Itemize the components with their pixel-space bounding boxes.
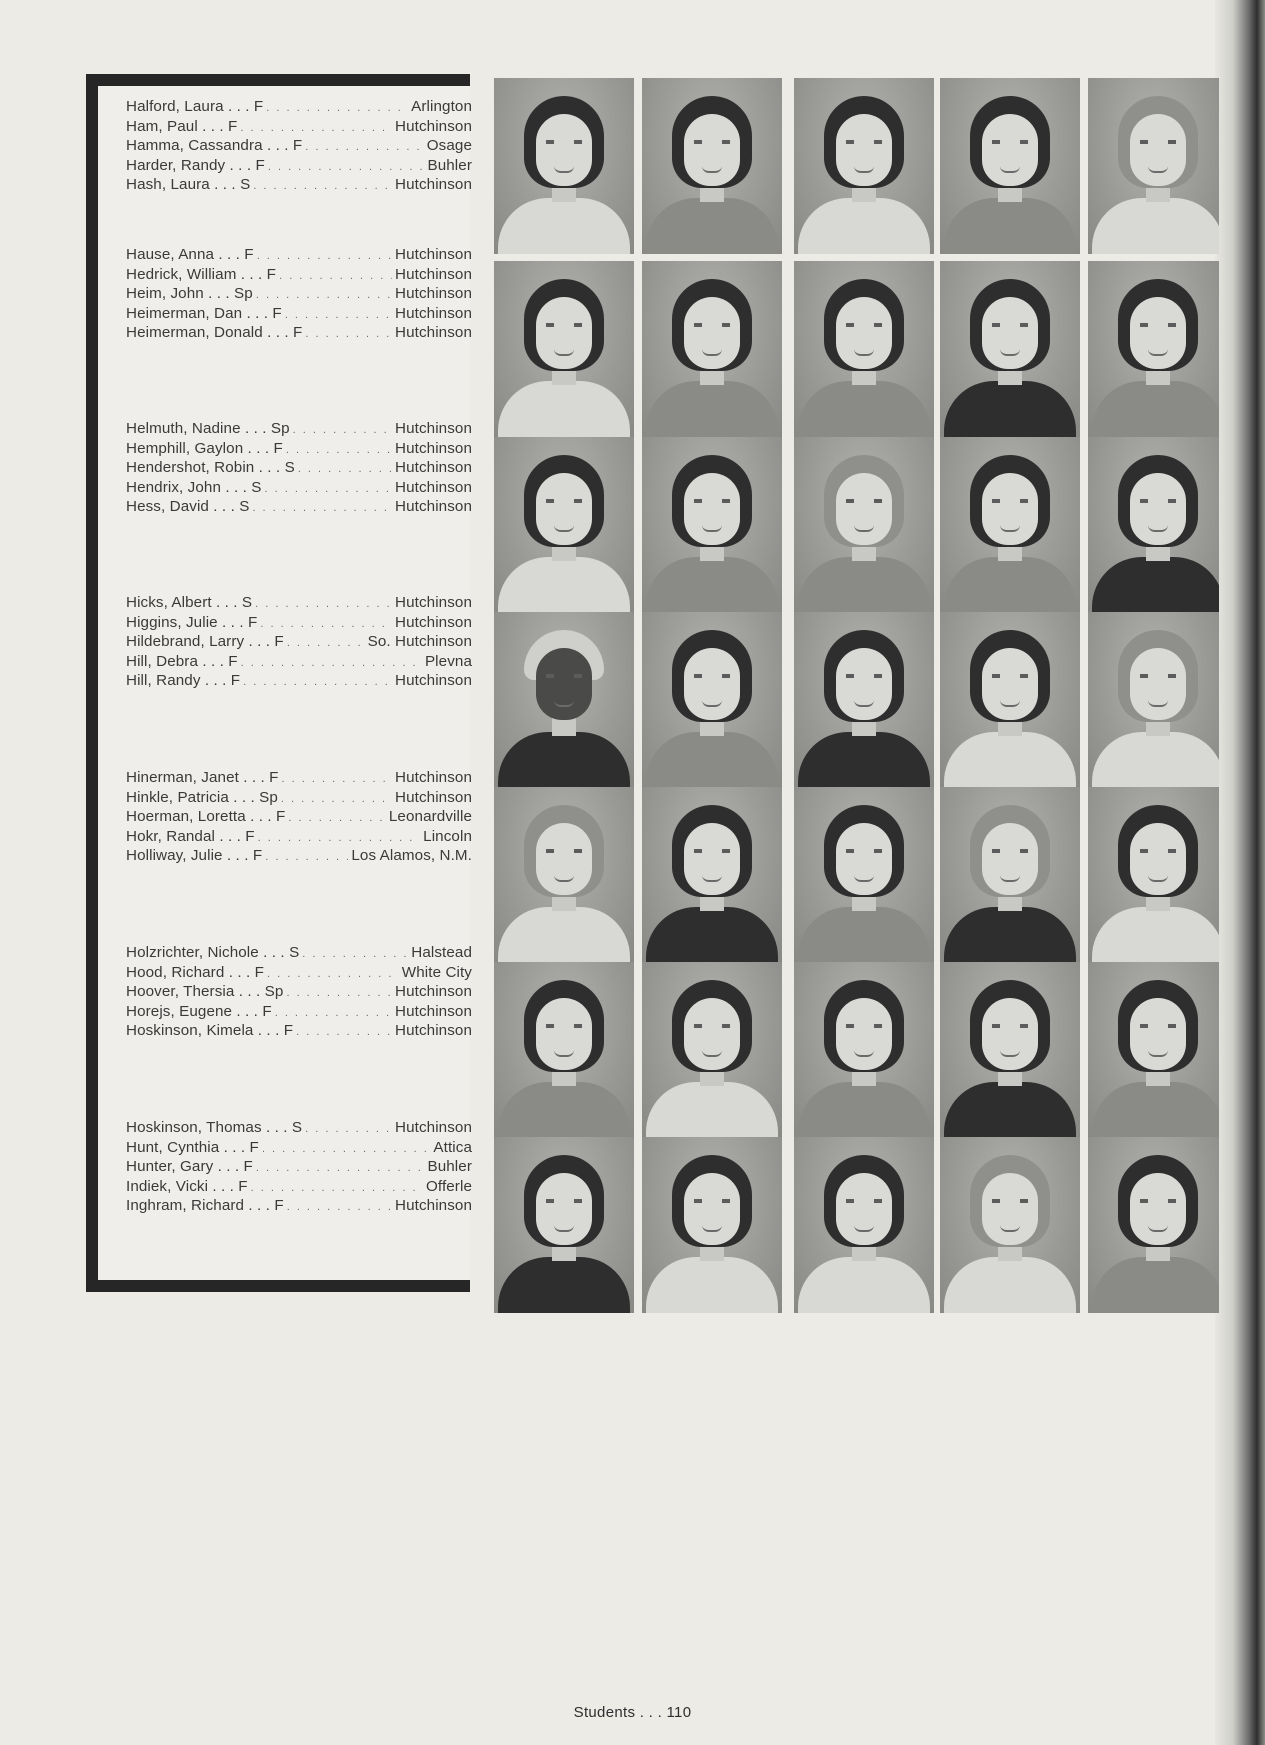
dot-leader xyxy=(264,480,392,499)
portrait-eyes xyxy=(694,674,730,678)
student-name: Holliway, Julie . . . F xyxy=(126,847,263,865)
portrait-eyes xyxy=(546,499,582,503)
hometown: Hutchinson xyxy=(395,1002,472,1020)
student-name: Hill, Randy . . . F xyxy=(126,672,241,690)
portrait-face xyxy=(536,648,592,720)
student-entry xyxy=(126,653,472,673)
student-name: Hill, Debra . . . F xyxy=(126,652,238,670)
portrait-face xyxy=(982,114,1038,186)
student-entry xyxy=(126,789,472,809)
hometown: Lincoln xyxy=(423,827,472,845)
footer-separator: . . . xyxy=(635,1704,667,1721)
name-group xyxy=(126,1119,472,1217)
student-portrait xyxy=(642,962,782,1138)
portrait-eyes xyxy=(694,1199,730,1203)
student-portrait xyxy=(1088,437,1219,613)
page-number: 110 xyxy=(666,1704,692,1721)
portrait-face xyxy=(536,1173,592,1245)
student-entry xyxy=(126,1158,472,1178)
portrait-face xyxy=(1130,648,1186,720)
student-portrait xyxy=(940,787,1080,963)
dot-leader xyxy=(282,770,392,789)
name-group xyxy=(126,420,472,518)
portrait-eyes xyxy=(546,140,582,144)
student-entry xyxy=(126,769,472,789)
dot-leader xyxy=(279,267,392,286)
portrait-face xyxy=(536,823,592,895)
student-portrait xyxy=(494,962,634,1138)
student-entry xyxy=(126,944,472,964)
portrait-face xyxy=(982,1173,1038,1245)
student-portrait xyxy=(1088,962,1219,1138)
dot-leader xyxy=(243,673,392,692)
student-entry xyxy=(126,98,472,118)
student-entry xyxy=(126,594,472,614)
student-name: Harder, Randy . . . F xyxy=(126,156,265,174)
name-group xyxy=(126,769,472,867)
portrait-face xyxy=(1130,473,1186,545)
student-portrait xyxy=(642,437,782,613)
portrait-face xyxy=(684,648,740,720)
student-entry xyxy=(126,828,472,848)
portrait-face xyxy=(536,473,592,545)
portrait-eyes xyxy=(846,323,882,327)
portrait-face xyxy=(982,648,1038,720)
student-name: Hood, Richard . . . F xyxy=(126,963,264,981)
hometown: Hutchinson xyxy=(395,769,472,786)
hometown: Hutchinson xyxy=(395,265,472,283)
student-entry xyxy=(126,176,472,196)
student-portrait xyxy=(794,1137,934,1313)
portrait-face xyxy=(836,1173,892,1245)
name-group xyxy=(126,944,472,1042)
student-entry xyxy=(126,459,472,479)
footer-section: Students xyxy=(573,1704,636,1721)
student-name: Hildebrand, Larry . . . F xyxy=(126,633,284,651)
portrait-eyes xyxy=(694,849,730,853)
portrait-eyes xyxy=(546,323,582,327)
student-name: Ham, Paul . . . F xyxy=(126,117,238,135)
student-name: Hinkle, Patricia . . . Sp xyxy=(126,788,278,806)
hometown: Offerle xyxy=(425,1177,472,1195)
hometown: Los Alamos, N.M. xyxy=(351,847,472,865)
dot-leader xyxy=(256,1159,425,1178)
dot-leader xyxy=(287,1198,392,1217)
portrait-face xyxy=(1130,1173,1186,1245)
portrait-face xyxy=(836,823,892,895)
student-entry xyxy=(126,420,472,440)
student-entry xyxy=(126,1003,472,1023)
student-name: Hamma, Cassandra . . . F xyxy=(126,137,303,155)
student-entry xyxy=(126,498,472,518)
hometown: Halstead xyxy=(411,944,472,961)
student-name: Horejs, Eugene . . . F xyxy=(126,1002,272,1020)
portrait-eyes xyxy=(846,140,882,144)
portrait-eyes xyxy=(846,849,882,853)
student-entry xyxy=(126,324,472,344)
student-name: Hunter, Gary . . . F xyxy=(126,1158,253,1176)
student-portrait xyxy=(642,78,782,254)
student-portrait xyxy=(642,612,782,788)
student-name: Hause, Anna . . . F xyxy=(126,246,254,263)
dot-leader xyxy=(281,790,392,809)
student-portrait xyxy=(940,1137,1080,1313)
hometown: Hutchinson xyxy=(395,478,472,496)
portrait-face xyxy=(982,473,1038,545)
student-portrait xyxy=(940,261,1080,437)
portrait-eyes xyxy=(846,674,882,678)
portrait-face xyxy=(836,473,892,545)
student-name: Hoskinson, Kimela . . . F xyxy=(126,1022,294,1040)
portrait-eyes xyxy=(992,674,1028,678)
student-name: Helmuth, Nadine . . . Sp xyxy=(126,420,290,437)
portrait-eyes xyxy=(546,674,582,678)
portrait-face xyxy=(536,998,592,1070)
student-portrait xyxy=(794,261,934,437)
student-portrait xyxy=(494,261,634,437)
student-entry xyxy=(126,118,472,138)
portrait-face xyxy=(684,998,740,1070)
student-name: Indiek, Vicki . . . F xyxy=(126,1177,248,1195)
student-portrait xyxy=(1088,787,1219,963)
student-entry xyxy=(126,305,472,325)
portrait-eyes xyxy=(1140,1199,1176,1203)
hometown: Hutchinson xyxy=(395,1197,472,1215)
portrait-eyes xyxy=(1140,499,1176,503)
name-group xyxy=(126,594,472,692)
portrait-face xyxy=(1130,297,1186,369)
hometown: Hutchinson xyxy=(395,498,472,516)
student-name: Heimerman, Dan . . . F xyxy=(126,304,282,322)
student-name: Higgins, Julie . . . F xyxy=(126,613,258,631)
dot-leader xyxy=(288,809,385,828)
student-portrait xyxy=(1088,612,1219,788)
hometown: Leonardville xyxy=(388,808,472,826)
dot-leader xyxy=(302,945,408,964)
portrait-eyes xyxy=(546,1199,582,1203)
dot-leader xyxy=(253,177,392,196)
hometown: Arlington xyxy=(411,98,472,115)
student-entry xyxy=(126,157,472,177)
portrait-eyes xyxy=(1140,323,1176,327)
student-portrait xyxy=(794,787,934,963)
portrait-eyes xyxy=(846,1024,882,1028)
student-name: Hokr, Randal . . . F xyxy=(126,827,255,845)
page-footer xyxy=(0,1704,1265,1721)
name-group xyxy=(126,246,472,344)
hometown: Hutchinson xyxy=(395,983,472,1001)
portrait-face xyxy=(1130,823,1186,895)
portrait-eyes xyxy=(694,140,730,144)
hometown: Hutchinson xyxy=(395,439,472,457)
student-name: Inghram, Richard . . . F xyxy=(126,1197,284,1215)
hometown: Hutchinson xyxy=(395,285,472,303)
portrait-eyes xyxy=(546,849,582,853)
student-portrait xyxy=(794,962,934,1138)
dot-leader xyxy=(241,654,422,673)
portrait-eyes xyxy=(992,1199,1028,1203)
portrait-face xyxy=(836,998,892,1070)
portrait-eyes xyxy=(992,499,1028,503)
portrait-face xyxy=(684,1173,740,1245)
dot-leader xyxy=(305,325,392,344)
hometown: Hutchinson xyxy=(395,246,472,263)
name-group xyxy=(126,98,472,196)
hometown: White City xyxy=(401,963,472,981)
hometown: Hutchinson xyxy=(395,594,472,611)
portrait-face xyxy=(684,297,740,369)
portrait-eyes xyxy=(1140,849,1176,853)
dot-leader xyxy=(267,965,399,984)
student-portrait xyxy=(494,437,634,613)
portrait-eyes xyxy=(846,1199,882,1203)
hometown: Attica xyxy=(433,1138,472,1156)
portrait-eyes xyxy=(846,499,882,503)
portrait-face xyxy=(684,114,740,186)
student-entry xyxy=(126,285,472,305)
student-portrait xyxy=(940,78,1080,254)
student-portrait xyxy=(642,787,782,963)
student-entry xyxy=(126,137,472,157)
dot-leader xyxy=(256,286,392,305)
student-portrait xyxy=(1088,261,1219,437)
student-name: Holzrichter, Nichole . . . S xyxy=(126,944,300,961)
student-entry xyxy=(126,614,472,634)
portrait-face xyxy=(836,114,892,186)
hometown: Hutchinson xyxy=(395,420,472,437)
dot-leader xyxy=(296,1023,392,1042)
student-entry xyxy=(126,983,472,1003)
student-name: Hash, Laura . . . S xyxy=(126,176,251,194)
hometown: Hutchinson xyxy=(395,788,472,806)
student-name: Hendershot, Robin . . . S xyxy=(126,459,295,477)
portrait-eyes xyxy=(992,323,1028,327)
hometown: Hutchinson xyxy=(395,1022,472,1040)
student-name: Hoover, Thersia . . . Sp xyxy=(126,983,284,1001)
portrait-eyes xyxy=(694,499,730,503)
dot-leader xyxy=(268,158,425,177)
portrait-eyes xyxy=(694,1024,730,1028)
hometown: Hutchinson xyxy=(395,459,472,477)
student-portrait xyxy=(940,962,1080,1138)
portrait-eyes xyxy=(1140,140,1176,144)
portrait-face xyxy=(684,473,740,545)
student-portrait xyxy=(494,1137,634,1313)
hometown: Plevna xyxy=(424,652,472,670)
student-entry xyxy=(126,672,472,692)
dot-leader xyxy=(298,460,392,479)
hometown: Hutchinson xyxy=(395,1119,472,1136)
portrait-face xyxy=(982,823,1038,895)
student-entry xyxy=(126,847,472,867)
dot-leader xyxy=(260,615,392,634)
portrait-eyes xyxy=(992,1024,1028,1028)
portrait-face xyxy=(536,114,592,186)
portrait-eyes xyxy=(546,1024,582,1028)
hometown: Buhler xyxy=(427,156,472,174)
portrait-face xyxy=(836,297,892,369)
dot-leader xyxy=(251,1179,423,1198)
student-name: Hemphill, Gaylon . . . F xyxy=(126,439,283,457)
portrait-face xyxy=(536,297,592,369)
hometown: Hutchinson xyxy=(395,613,472,631)
student-portrait xyxy=(1088,1137,1219,1313)
dot-leader xyxy=(286,441,392,460)
dot-leader xyxy=(252,499,392,518)
dot-leader xyxy=(305,1120,392,1139)
portrait-eyes xyxy=(1140,674,1176,678)
hometown: Hutchinson xyxy=(395,324,472,342)
dot-leader xyxy=(293,421,392,440)
dot-leader xyxy=(240,119,392,138)
student-entry xyxy=(126,1022,472,1042)
portrait-eyes xyxy=(992,140,1028,144)
portrait-eyes xyxy=(694,323,730,327)
student-entry xyxy=(126,808,472,828)
student-entry xyxy=(126,1197,472,1217)
dot-leader xyxy=(258,829,421,848)
student-entry xyxy=(126,964,472,984)
dot-leader xyxy=(265,848,348,867)
dot-leader xyxy=(285,306,392,325)
student-name: Hoerman, Loretta . . . F xyxy=(126,808,286,826)
student-name: Hess, David . . . S xyxy=(126,498,250,516)
student-portrait xyxy=(1088,78,1219,254)
portrait-face xyxy=(836,648,892,720)
page-gutter-shadow xyxy=(1215,0,1265,1745)
student-name: Hoskinson, Thomas . . . S xyxy=(126,1119,303,1136)
student-portrait xyxy=(494,787,634,963)
hometown: Hutchinson xyxy=(395,176,472,194)
student-name: Hendrix, John . . . S xyxy=(126,478,262,496)
student-entry xyxy=(126,633,472,653)
student-portrait xyxy=(642,261,782,437)
dot-leader xyxy=(305,138,423,157)
student-portrait xyxy=(794,612,934,788)
hometown: Hutchinson xyxy=(395,304,472,322)
portrait-face xyxy=(1130,114,1186,186)
portrait-face xyxy=(982,998,1038,1070)
hometown: Hutchinson xyxy=(395,672,472,690)
dot-leader xyxy=(266,99,408,118)
student-name: Heim, John . . . Sp xyxy=(126,285,253,303)
portrait-face xyxy=(684,823,740,895)
student-name: Halford, Laura . . . F xyxy=(126,98,264,115)
student-name: Hicks, Albert . . . S xyxy=(126,594,253,611)
student-name: Hunt, Cynthia . . . F xyxy=(126,1138,259,1156)
hometown: Buhler xyxy=(427,1158,472,1176)
dot-leader xyxy=(287,634,365,653)
dot-leader xyxy=(286,984,392,1003)
portrait-face xyxy=(1130,998,1186,1070)
hometown: So. Hutchinson xyxy=(367,633,472,651)
portrait-face xyxy=(982,297,1038,369)
student-portrait xyxy=(494,612,634,788)
student-entry xyxy=(126,266,472,286)
dot-leader xyxy=(262,1140,430,1159)
hometown: Hutchinson xyxy=(395,117,472,135)
student-entry xyxy=(126,1178,472,1198)
dot-leader xyxy=(255,595,392,614)
student-name: Hinerman, Janet . . . F xyxy=(126,769,279,786)
student-entry xyxy=(126,1119,472,1139)
student-portrait xyxy=(794,78,934,254)
dot-leader xyxy=(275,1004,392,1023)
student-portrait xyxy=(940,612,1080,788)
student-entry xyxy=(126,479,472,499)
student-entry xyxy=(126,246,472,266)
student-name: Hedrick, William . . . F xyxy=(126,265,277,283)
student-name: Heimerman, Donald . . . F xyxy=(126,324,303,342)
portrait-eyes xyxy=(992,849,1028,853)
student-portrait xyxy=(794,437,934,613)
dot-leader xyxy=(257,247,392,266)
portrait-eyes xyxy=(1140,1024,1176,1028)
student-portrait xyxy=(642,1137,782,1313)
student-portrait xyxy=(494,78,634,254)
student-names-panel xyxy=(86,74,470,1292)
student-entry xyxy=(126,440,472,460)
student-entry xyxy=(126,1139,472,1159)
hometown: Osage xyxy=(426,137,472,155)
student-portrait xyxy=(940,437,1080,613)
